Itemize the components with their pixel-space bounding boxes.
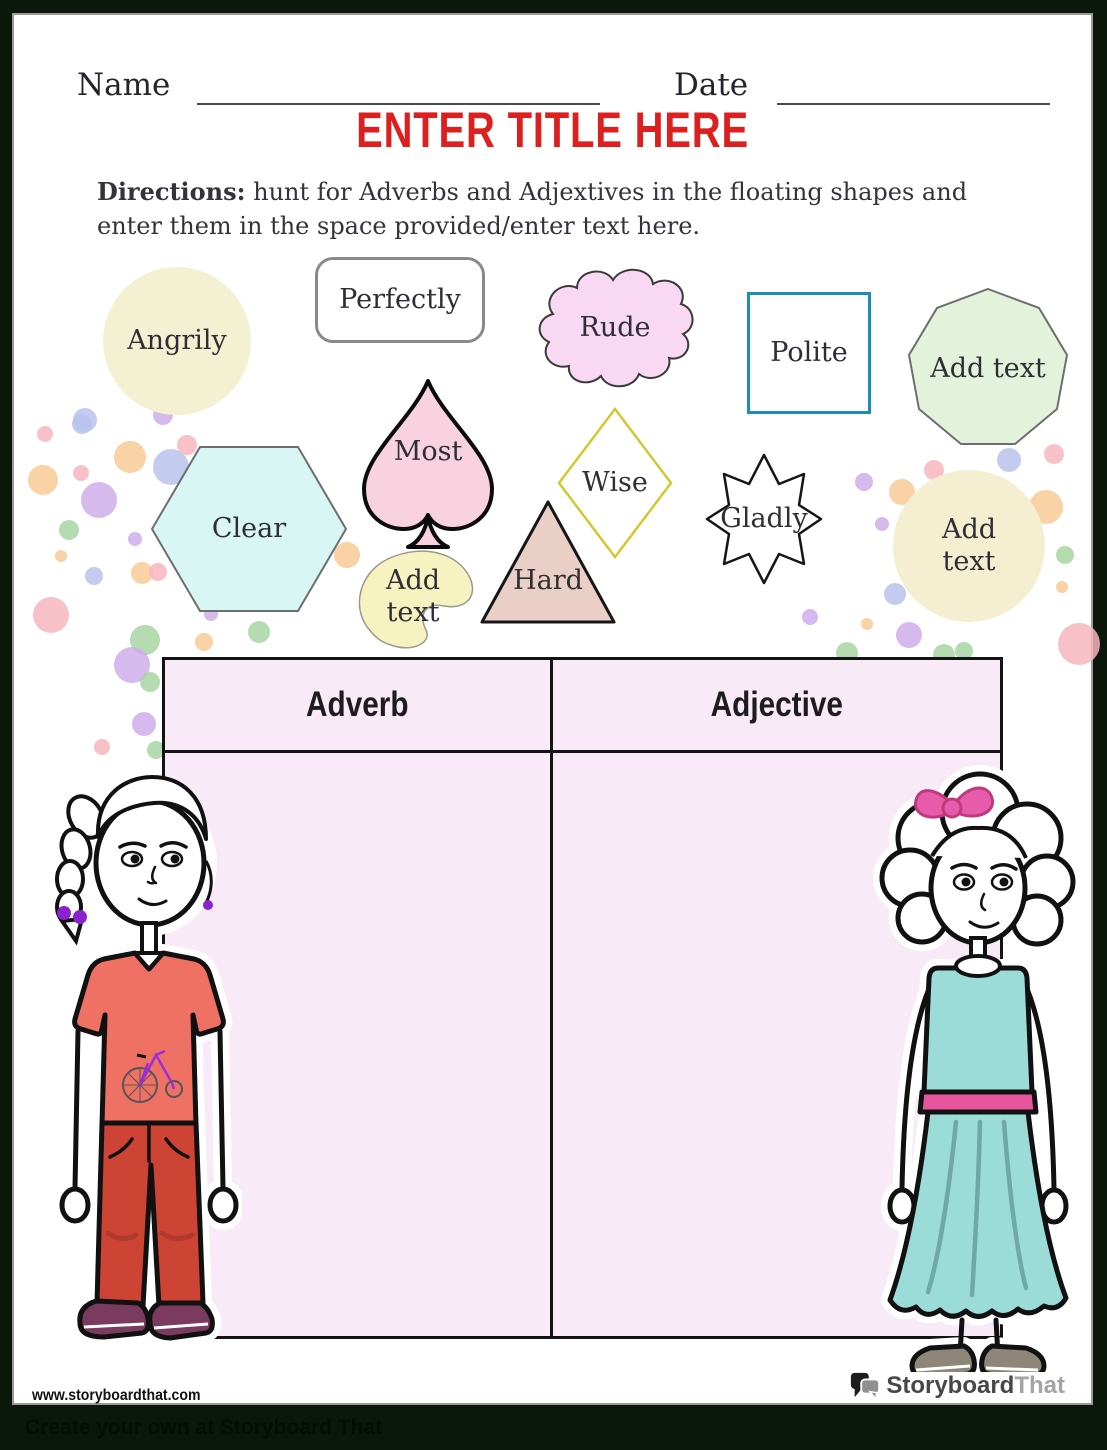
shape-hard-triangle[interactable] (478, 498, 618, 626)
name-label: Name (77, 67, 171, 103)
confetti-dot (1058, 623, 1100, 665)
directions-label: Directions: (97, 177, 246, 206)
shape-label: Add text (941, 514, 997, 577)
confetti-dot (132, 712, 156, 736)
shape-label: Polite (770, 337, 848, 369)
confetti-dot (896, 622, 922, 648)
column-header-adverb: Adverb (165, 660, 553, 750)
braid-bead (73, 910, 87, 924)
shape-label: Most (393, 436, 463, 468)
bottom-tagline: Create your own at Storyboard That (25, 1416, 383, 1439)
braid-bead (203, 900, 213, 910)
confetti-dot (81, 482, 117, 518)
confetti-dot (59, 520, 79, 540)
brand-storyboard: Storyboard (886, 1372, 1015, 1399)
shape-addtext-circle[interactable] (893, 470, 1045, 622)
date-label: Date (674, 67, 749, 103)
boy-character-illustration (42, 763, 242, 1363)
confetti-dot (128, 532, 142, 546)
shape-clear-hexagon[interactable] (150, 445, 348, 613)
table-header-row (165, 660, 1000, 753)
confetti-dot (802, 609, 818, 625)
shape-label: Add text (930, 353, 1046, 385)
confetti-dot (94, 739, 110, 755)
confetti-dot (37, 426, 53, 442)
shape-label: Gladly (720, 503, 808, 535)
triangle-shape (478, 498, 618, 626)
confetti-dot (195, 633, 213, 651)
confetti-dot (114, 441, 146, 473)
page-title[interactable]: ENTER TITLE HERE (356, 102, 749, 158)
shape-label: Wise (582, 467, 648, 499)
shape-label: Clear (211, 513, 287, 545)
directions-text: Directions: hunt for Adverbs and Adjextives in the floating shapes and enter them in the space provided/enter text here. (97, 177, 968, 241)
braid-bead (57, 906, 71, 920)
confetti-dot (33, 597, 69, 633)
boy-shoe (80, 1301, 149, 1337)
confetti-dot (855, 473, 873, 491)
speech-bubbles-icon (849, 1371, 881, 1401)
confetti-dot (861, 618, 873, 630)
shape-addtext-nonagon[interactable] (907, 288, 1069, 450)
worksheet-page (12, 13, 1093, 1405)
boy-shoe (150, 1303, 213, 1338)
site-url: www.storyboardthat.com (32, 1387, 201, 1404)
confetti-dot (1056, 546, 1074, 564)
confetti-dot (997, 448, 1021, 472)
confetti-dot (73, 408, 97, 432)
confetti-dot (248, 621, 270, 643)
girl-sash (920, 1092, 1036, 1112)
storyboardthat-logo (849, 1371, 1065, 1401)
shape-angrily-circle[interactable] (103, 267, 251, 415)
shape-label: Hard (513, 565, 583, 597)
shape-rude-cloud[interactable] (533, 262, 697, 394)
brand-that: That (1014, 1372, 1065, 1399)
confetti-dot (55, 550, 67, 562)
shape-gladly-star[interactable] (705, 453, 823, 585)
confetti-dot (140, 672, 160, 692)
confetti-dot (875, 517, 889, 531)
girl-character-illustration (872, 760, 1087, 1372)
shape-polite-square[interactable] (747, 292, 871, 414)
confetti-dot (884, 583, 906, 605)
column-header-adjective: Adjective (710, 685, 843, 724)
confetti-dot (85, 567, 103, 585)
shape-addtext-blob[interactable] (348, 538, 478, 656)
confetti-dot (73, 465, 89, 481)
shape-label: Rude (579, 312, 651, 344)
shape-perfectly-rounded-rect[interactable] (315, 257, 485, 343)
confetti-dot (28, 465, 58, 495)
girl-bodice (924, 968, 1032, 1092)
confetti-dot (1056, 581, 1068, 593)
shape-label: Add text (385, 565, 441, 628)
shape-label: Angrily (127, 325, 227, 357)
shape-label: Perfectly (339, 284, 461, 316)
